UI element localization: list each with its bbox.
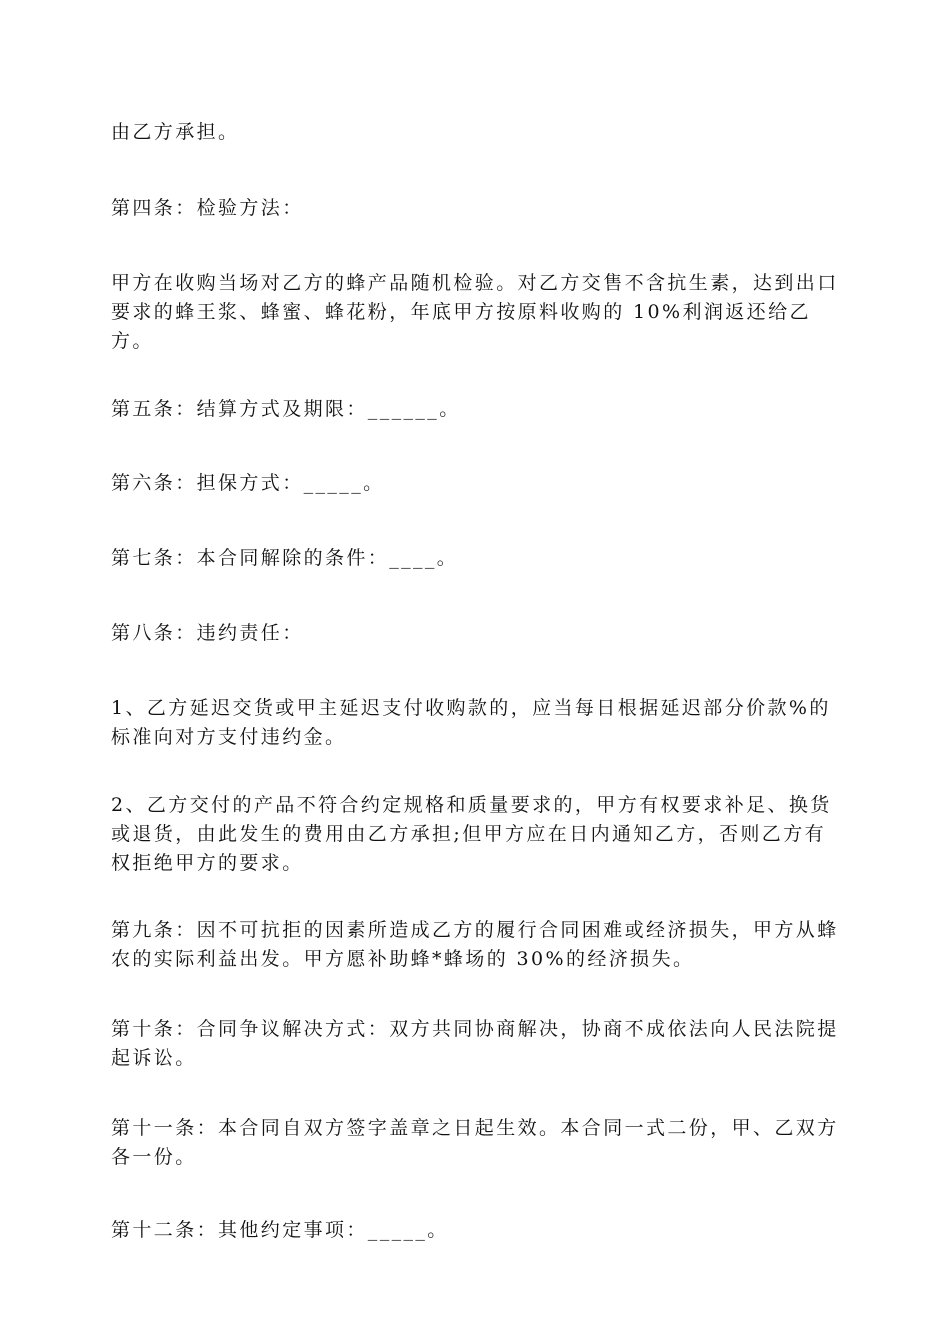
article-7: 第七条：本合同解除的条件：____。 [111, 547, 459, 569]
article-12: 第十二条：其他约定事项：_____。 [111, 1219, 449, 1241]
article-4-heading: 第四条：检验方法： [111, 197, 304, 219]
article-4-body: 甲方在收购当场对乙方的蜂产品随机检验。对乙方交售不含抗生素，达到出口要求的蜂王浆、蜂蜜、蜂花粉，年底甲方按原料收购的 10%利润返还给乙方。 [111, 272, 839, 352]
article-8-item-2: 2、乙方交付的产品不符合约定规格和质量要求的，甲方有权要求补足、换货或退货，由此发生的费用由乙方承担;但甲方应在日内通知乙方，否则乙方有权拒绝甲方的要求。 [111, 794, 832, 874]
article-8-item-1: 1、乙方延迟交货或甲主延迟支付收购款的，应当每日根据延迟部分价款%的标准向对方支付违约金。 [111, 697, 831, 748]
article-9: 第九条：因不可抗拒的因素所造成乙方的履行合同困难或经济损失，甲方从蜂农的实际利益出发。甲方愿补助蜂*蜂场的 30%的经济损失。 [111, 919, 839, 970]
article-11: 第十一条：本合同自双方签字盖章之日起生效。本合同一式二份，甲、乙双方各一份。 [111, 1117, 839, 1168]
article-10: 第十条：合同争议解决方式：双方共同协商解决，协商不成依法向人民法院提起诉讼。 [111, 1018, 839, 1069]
paragraph-continuation: 由乙方承担。 [111, 121, 240, 143]
article-5: 第五条：结算方式及期限：______。 [111, 398, 461, 420]
article-8-heading: 第八条：违约责任： [111, 622, 304, 644]
article-6: 第六条：担保方式：_____。 [111, 472, 385, 494]
